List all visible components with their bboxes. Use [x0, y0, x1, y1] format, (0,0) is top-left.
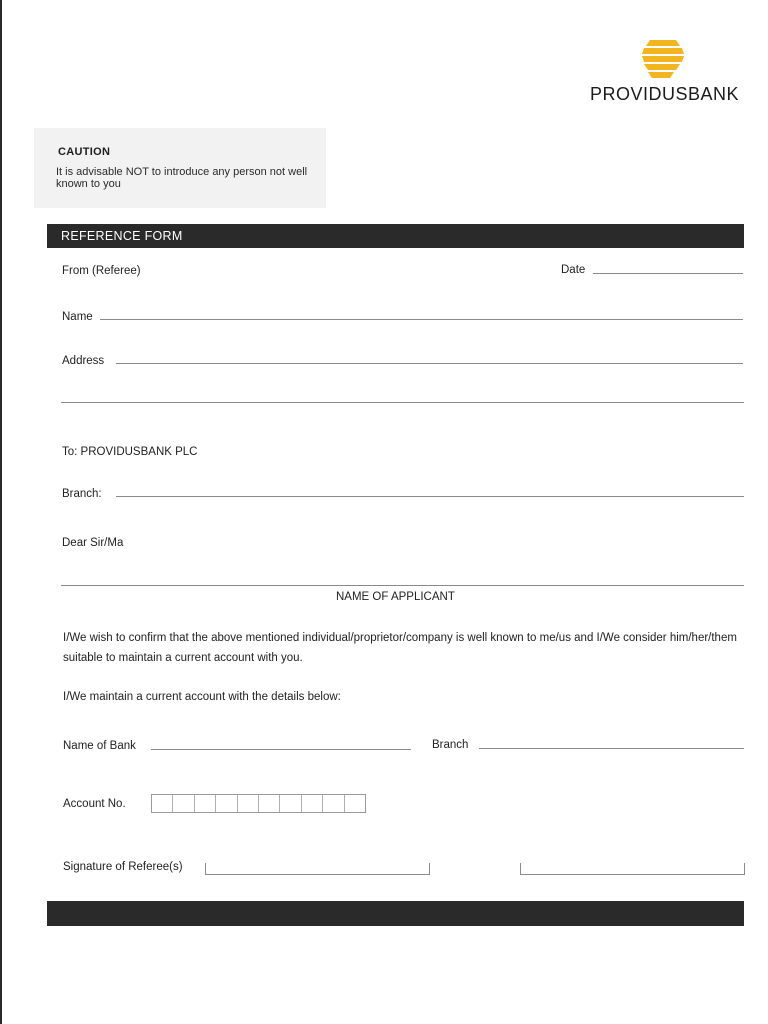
branch-field[interactable] — [116, 496, 744, 497]
confirmation-text: I/We wish to confirm that the above mentioned individual/proprietor/company is well known to me/us and I/We consider him/her/them suitable to maintain a current account with you. — [63, 632, 737, 664]
name-of-bank-field[interactable] — [151, 749, 411, 750]
account-digit-box[interactable] — [345, 795, 365, 812]
caution-text: It is advisable NOT to introduce any person not well known to you — [56, 166, 308, 190]
name-field[interactable] — [100, 319, 743, 320]
account-digit-box[interactable] — [302, 795, 323, 812]
address-label: Address — [62, 355, 105, 367]
brand-name: PROVIDUSBANK — [590, 84, 740, 104]
bank-branch-label: Branch — [432, 739, 469, 751]
address-field-line-2[interactable] — [61, 402, 744, 403]
salutation: Dear Sir/Ma — [62, 537, 124, 549]
account-digit-box[interactable] — [280, 795, 301, 812]
branch-label: Branch: — [62, 488, 102, 500]
form-title-band — [47, 224, 744, 248]
bank-logo-icon — [640, 40, 686, 78]
name-of-bank-label: Name of Bank — [63, 740, 136, 752]
account-digit-box[interactable] — [259, 795, 280, 812]
date-field[interactable] — [593, 273, 743, 274]
maintain-account-text: I/We maintain a current account with the details below: — [63, 691, 341, 703]
account-digit-box[interactable] — [238, 795, 259, 812]
account-digit-box[interactable] — [216, 795, 237, 812]
name-label: Name — [62, 311, 93, 323]
account-number-boxes[interactable] — [151, 794, 366, 813]
bank-branch-field[interactable] — [479, 748, 744, 749]
page-edge — [0, 0, 2, 1024]
address-field-line-1[interactable] — [116, 363, 743, 364]
account-digit-box[interactable] — [173, 795, 194, 812]
date-label: Date — [561, 264, 586, 276]
signature-field-1[interactable] — [205, 863, 430, 875]
account-no-label: Account No. — [63, 798, 126, 810]
account-digit-box[interactable] — [195, 795, 216, 812]
signature-field-2[interactable] — [520, 863, 745, 875]
account-digit-box[interactable] — [152, 795, 173, 812]
providusbank-logo — [590, 40, 750, 110]
to-bank-label: To: PROVIDUSBANK PLC — [62, 446, 198, 458]
signature-label: Signature of Referee(s) — [63, 861, 183, 873]
applicant-caption: NAME OF APPLICANT — [336, 591, 455, 603]
caution-title: CAUTION — [58, 146, 111, 158]
account-digit-box[interactable] — [323, 795, 344, 812]
caution-box — [34, 128, 326, 208]
form-title: REFERENCE FORM — [61, 229, 183, 243]
from-referee-label: From (Referee) — [62, 265, 141, 277]
applicant-name-field[interactable] — [61, 585, 744, 586]
footer-band — [47, 901, 744, 926]
